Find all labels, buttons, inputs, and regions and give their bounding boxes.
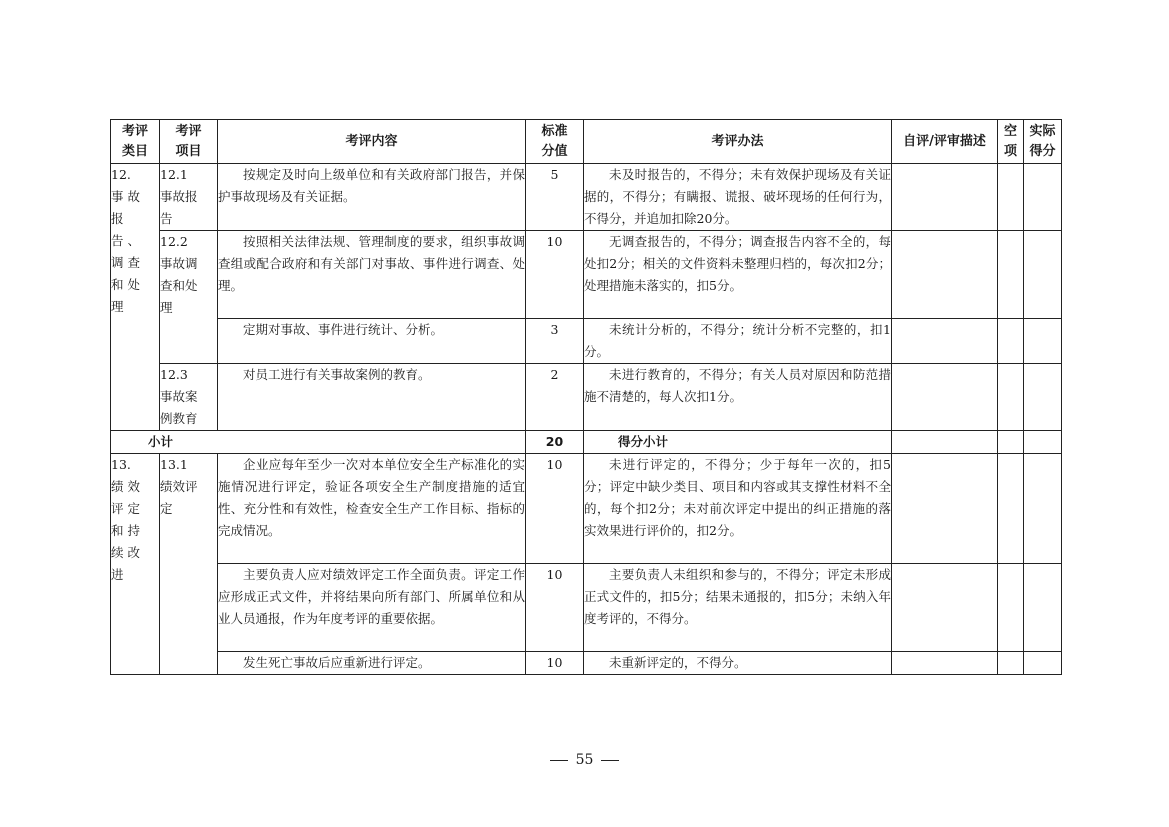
actual-score-cell[interactable] xyxy=(1024,652,1062,675)
subtotal-row xyxy=(111,431,1062,454)
actual-score-cell[interactable] xyxy=(1024,231,1062,319)
method-cell: 未重新评定的，不得分。 xyxy=(584,652,892,675)
method-cell: 无调查报告的，不得分；调查报告内容不全的，每处扣2分；相关的文件资料未整理归档的，每次扣2分；处理措施未落实的，扣5分。 xyxy=(584,231,892,319)
score-cell: 10 xyxy=(526,564,584,652)
score-cell: 3 xyxy=(526,319,584,364)
content-cell: 按照相关法律法规、管理制度的要求，组织事故调查组或配合政府和有关部门对事故、事件进行调查、处理。 xyxy=(218,231,526,319)
col-header-self-review: 自评/评审描述 xyxy=(892,120,998,164)
score-cell: 2 xyxy=(526,364,584,431)
subtotal-method-label: 得分小计 xyxy=(584,431,892,454)
actual-score-cell[interactable] xyxy=(1024,431,1062,454)
self-review-cell[interactable] xyxy=(892,652,998,675)
method-cell: 未统计分析的，不得分；统计分析不完整的，扣1分。 xyxy=(584,319,892,364)
content-cell: 按规定及时向上级单位和有关政府部门报告，并保护事故现场及有关证据。 xyxy=(218,164,526,231)
empty-cell[interactable] xyxy=(998,431,1024,454)
content-cell: 企业应每年至少一次对本单位安全生产标准化的实施情况进行评定，验证各项安全生产制度措施的适宜性、充分性和有效性，检查安全生产工作目标、指标的完成情况。 xyxy=(218,454,526,564)
empty-cell[interactable] xyxy=(998,652,1024,675)
col-header-content: 考评内容 xyxy=(218,120,526,164)
self-review-cell[interactable] xyxy=(892,454,998,564)
method-cell: 未进行评定的，不得分；少于每年一次的，扣5分；评定中缺少类目、项目和内容或其支撑性材料不全的，每个扣2分；未对前次评定中提出的纠正措施的落实效果进行评价的，扣2分。 xyxy=(584,454,892,564)
footer-dash-right xyxy=(601,760,619,761)
self-review-cell[interactable] xyxy=(892,364,998,431)
table-row xyxy=(111,454,1062,564)
empty-cell[interactable] xyxy=(998,319,1024,364)
page-number: 55 xyxy=(575,752,594,768)
empty-cell[interactable] xyxy=(998,164,1024,231)
score-cell: 10 xyxy=(526,454,584,564)
table-row xyxy=(111,164,1062,231)
col-header-score: 标准 分值 xyxy=(526,120,584,164)
actual-score-cell[interactable] xyxy=(1024,564,1062,652)
col-header-item: 考评 项目 xyxy=(160,120,218,164)
empty-cell[interactable] xyxy=(998,364,1024,431)
method-cell: 未进行教育的，不得分；有关人员对原因和防范措施不清楚的，每人次扣1分。 xyxy=(584,364,892,431)
evaluation-table xyxy=(110,119,1062,675)
item-cell: 12.2 事故调 查和处 理 xyxy=(160,231,218,364)
self-review-cell[interactable] xyxy=(892,164,998,231)
item-cell: 13.1 绩效评 定 xyxy=(160,454,218,675)
score-cell: 10 xyxy=(526,231,584,319)
category-cell: 13. 绩 效 评 定 和 持 续 改 进 xyxy=(111,454,160,675)
score-cell: 5 xyxy=(526,164,584,231)
empty-cell[interactable] xyxy=(998,231,1024,319)
table-row xyxy=(111,231,1062,319)
footer-dash-left xyxy=(550,760,568,761)
col-header-empty: 空 项 xyxy=(998,120,1024,164)
self-review-cell[interactable] xyxy=(892,231,998,319)
content-cell: 定期对事故、事件进行统计、分析。 xyxy=(218,319,526,364)
empty-cell[interactable] xyxy=(998,454,1024,564)
col-header-actual: 实际 得分 xyxy=(1024,120,1062,164)
self-review-cell[interactable] xyxy=(892,431,998,454)
self-review-cell[interactable] xyxy=(892,564,998,652)
method-cell: 未及时报告的，不得分；未有效保护现场及有关证据的，不得分；有瞒报、谎报、破坏现场的任何行为，不得分，并追加扣除20分。 xyxy=(584,164,892,231)
content-cell: 发生死亡事故后应重新进行评定。 xyxy=(218,652,526,675)
table-row xyxy=(111,319,1062,364)
header-row xyxy=(111,120,1062,164)
content-cell: 对员工进行有关事故案例的教育。 xyxy=(218,364,526,431)
empty-cell[interactable] xyxy=(998,564,1024,652)
table-row xyxy=(111,652,1062,675)
col-header-method: 考评办法 xyxy=(584,120,892,164)
actual-score-cell[interactable] xyxy=(1024,164,1062,231)
item-cell: 12.3 事故案 例教育 xyxy=(160,364,218,431)
actual-score-cell[interactable] xyxy=(1024,319,1062,364)
table-row xyxy=(111,564,1062,652)
score-cell: 10 xyxy=(526,652,584,675)
item-cell: 12.1 事故报 告 xyxy=(160,164,218,231)
content-cell: 主要负责人应对绩效评定工作全面负责。评定工作应形成正式文件，并将结果向所有部门、所属单位和从业人员通报，作为年度考评的重要依据。 xyxy=(218,564,526,652)
category-cell: 12. 事 故 报 告 、 调 查 和 处 理 xyxy=(111,164,160,431)
page-footer xyxy=(0,752,1169,768)
actual-score-cell[interactable] xyxy=(1024,454,1062,564)
method-cell: 主要负责人未组织和参与的，不得分；评定未形成正式文件的，扣5分；结果未通报的，扣5分；未纳入年度考评的，不得分。 xyxy=(584,564,892,652)
self-review-cell[interactable] xyxy=(892,319,998,364)
table-row xyxy=(111,364,1062,431)
subtotal-score: 20 xyxy=(526,431,584,454)
actual-score-cell[interactable] xyxy=(1024,364,1062,431)
subtotal-label: 小计 xyxy=(111,431,526,454)
col-header-category: 考评 类目 xyxy=(111,120,160,164)
